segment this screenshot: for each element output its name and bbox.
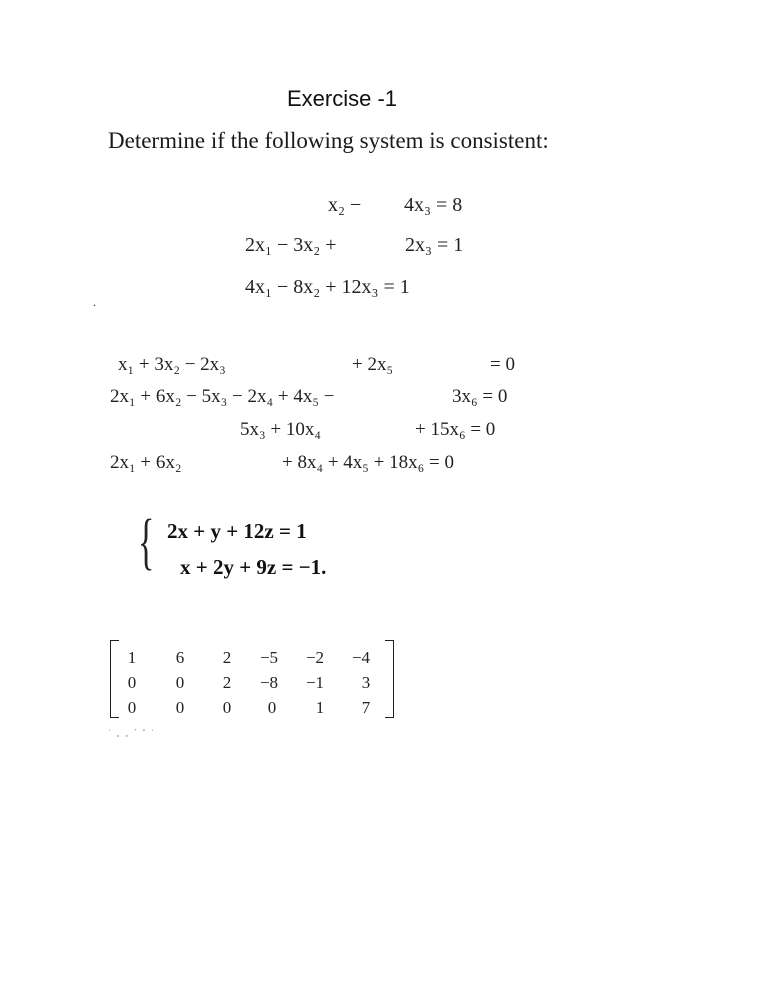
- system2-row2-a: 2x₁ + 6x₂ − 5x₃ − 2x₄ + 4x₅ −: [110, 386, 335, 407]
- system2-row2-b: 3x₆ = 0: [452, 386, 508, 407]
- matrix-cell: 0: [175, 673, 185, 692]
- system1-row2-left: 2x₁ − 3x₂ +: [245, 234, 337, 256]
- matrix-cell: 0: [127, 698, 137, 717]
- system2-row1-c: = 0: [490, 354, 515, 375]
- exercise-prompt: Determine if the following system is consistent:: [108, 128, 549, 153]
- matrix-cell: 2: [222, 648, 232, 667]
- page-title: Exercise -1: [287, 86, 398, 111]
- matrix-cell: 0: [127, 673, 137, 692]
- system3-brace: {: [138, 508, 155, 576]
- matrix-cell: 1: [315, 698, 325, 717]
- matrix-cell: 3: [361, 673, 371, 692]
- matrix-cell: 0: [267, 698, 277, 717]
- system1-row3: 4x₁ − 8x₂ + 12x₃ = 1: [245, 276, 410, 298]
- system3-row2: x + 2y + 9z = −1.: [180, 555, 327, 579]
- system2-row1-b: + 2x₅: [352, 354, 394, 375]
- matrix-cell: 0: [175, 698, 185, 717]
- cutoff-marks: ˙ ¸ ¸ ´ ˘ ˙: [108, 728, 156, 737]
- matrix-cell: −2: [305, 648, 325, 667]
- matrix-cell: 2: [222, 673, 232, 692]
- matrix-cell: 0: [222, 698, 232, 717]
- matrix-cell: −4: [351, 648, 371, 667]
- matrix-right-bracket: [385, 640, 394, 718]
- matrix-cell: 7: [361, 698, 371, 717]
- matrix-cell: 1: [127, 648, 137, 667]
- system2-row4-a: 2x₁ + 6x₂: [110, 452, 182, 473]
- system1-row1-left: x₂ −: [328, 194, 362, 216]
- matrix-cell: −8: [259, 673, 279, 692]
- system2-row3-a: 5x₃ + 10x₄: [240, 419, 321, 440]
- system3-row1: 2x + y + 12z = 1: [167, 519, 307, 543]
- system1-row1-right: 4x₃ = 8: [404, 194, 463, 216]
- system2-row1-a: x₁ + 3x₂ − 2x₃: [118, 354, 226, 375]
- system2-row3-b: + 15x₆ = 0: [415, 419, 496, 440]
- system2-row4-b: + 8x₄ + 4x₅ + 18x₆ = 0: [282, 452, 454, 473]
- matrix-cell: −1: [305, 673, 325, 692]
- system1-row2-right: 2x₃ = 1: [405, 234, 464, 256]
- stray-mark: .: [93, 295, 96, 309]
- matrix-cell: 6: [175, 648, 185, 667]
- matrix-cell: −5: [259, 648, 279, 667]
